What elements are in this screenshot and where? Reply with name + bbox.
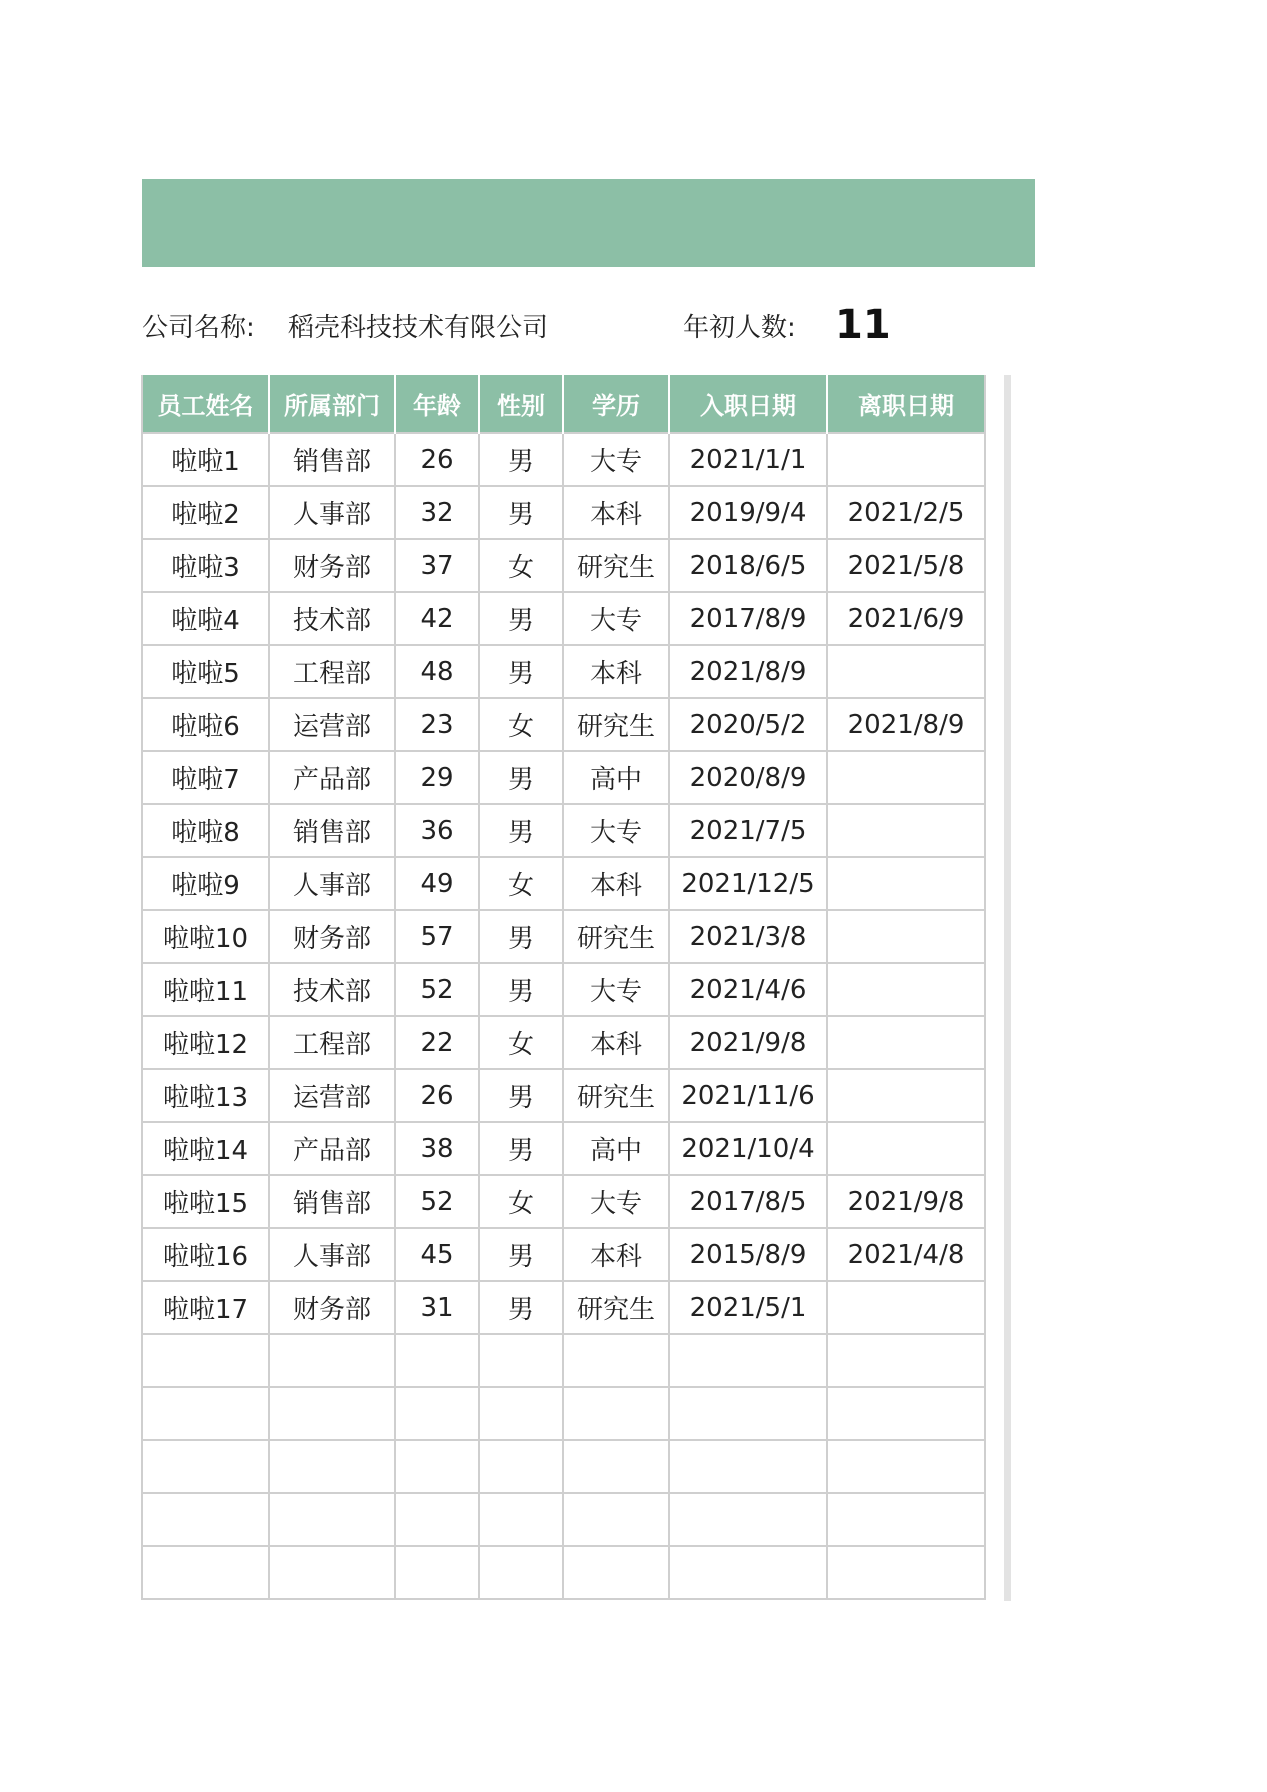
table-row	[142, 1493, 985, 1546]
cell-gender: 男	[479, 910, 563, 963]
cell-age	[395, 1387, 479, 1440]
cell-education: 大专	[563, 592, 669, 645]
cell-education: 本科	[563, 645, 669, 698]
cell-leave-date	[827, 1440, 985, 1493]
cell-leave-date	[827, 1387, 985, 1440]
cell-employee-name	[142, 1493, 269, 1546]
cell-hire-date: 2021/9/8	[669, 1016, 827, 1069]
cell-age: 36	[395, 804, 479, 857]
table-header-row	[142, 375, 985, 433]
cell-hire-date: 2021/5/1	[669, 1281, 827, 1334]
cell-education: 大专	[563, 433, 669, 486]
cell-employee-name: 啦啦9	[142, 857, 269, 910]
cell-leave-date	[827, 751, 985, 804]
cell-education: 研究生	[563, 698, 669, 751]
cell-department: 工程部	[269, 1016, 395, 1069]
cell-employee-name: 啦啦15	[142, 1175, 269, 1228]
cell-gender: 男	[479, 486, 563, 539]
cell-leave-date	[827, 1069, 985, 1122]
table-row	[142, 804, 985, 857]
cell-employee-name: 啦啦16	[142, 1228, 269, 1281]
cell-age: 29	[395, 751, 479, 804]
cell-leave-date: 2021/9/8	[827, 1175, 985, 1228]
header-hire-date: 入职日期	[669, 375, 827, 433]
cell-education: 大专	[563, 963, 669, 1016]
cell-age	[395, 1334, 479, 1387]
cell-hire-date	[669, 1334, 827, 1387]
cell-age	[395, 1440, 479, 1493]
table-row	[142, 963, 985, 1016]
cell-employee-name: 啦啦17	[142, 1281, 269, 1334]
table-row	[142, 910, 985, 963]
cell-age: 32	[395, 486, 479, 539]
cell-hire-date: 2021/12/5	[669, 857, 827, 910]
cell-gender: 男	[479, 751, 563, 804]
cell-leave-date	[827, 1546, 985, 1599]
cell-education: 研究生	[563, 910, 669, 963]
cell-leave-date	[827, 963, 985, 1016]
cell-hire-date: 2021/8/9	[669, 645, 827, 698]
cell-gender: 男	[479, 1281, 563, 1334]
cell-leave-date	[827, 1122, 985, 1175]
cell-employee-name: 啦啦13	[142, 1069, 269, 1122]
cell-leave-date	[827, 804, 985, 857]
cell-age: 26	[395, 433, 479, 486]
table-row	[142, 433, 985, 486]
cell-department	[269, 1546, 395, 1599]
cell-department: 销售部	[269, 1175, 395, 1228]
cell-hire-date: 2021/10/4	[669, 1122, 827, 1175]
cell-education: 本科	[563, 1228, 669, 1281]
cell-department: 财务部	[269, 910, 395, 963]
cell-hire-date	[669, 1440, 827, 1493]
table-row	[142, 1546, 985, 1599]
cell-gender: 男	[479, 592, 563, 645]
sheet-edge-shadow	[1004, 375, 1011, 1601]
cell-gender	[479, 1440, 563, 1493]
header-leave-date: 离职日期	[827, 375, 985, 433]
cell-education	[563, 1493, 669, 1546]
table-row	[142, 539, 985, 592]
cell-gender: 男	[479, 1069, 563, 1122]
cell-hire-date: 2021/11/6	[669, 1069, 827, 1122]
company-name-label: 公司名称:	[142, 312, 255, 343]
cell-age: 38	[395, 1122, 479, 1175]
cell-age: 52	[395, 963, 479, 1016]
cell-education: 高中	[563, 751, 669, 804]
cell-department: 工程部	[269, 645, 395, 698]
cell-age: 42	[395, 592, 479, 645]
cell-department	[269, 1440, 395, 1493]
table-row	[142, 1175, 985, 1228]
cell-education: 本科	[563, 1016, 669, 1069]
cell-gender: 女	[479, 1016, 563, 1069]
cell-hire-date: 2019/9/4	[669, 486, 827, 539]
cell-department: 财务部	[269, 1281, 395, 1334]
cell-hire-date: 2021/3/8	[669, 910, 827, 963]
cell-hire-date	[669, 1493, 827, 1546]
title-band	[142, 179, 1035, 267]
table-row	[142, 592, 985, 645]
cell-education	[563, 1546, 669, 1599]
table-row	[142, 1334, 985, 1387]
cell-age: 31	[395, 1281, 479, 1334]
cell-leave-date: 2021/6/9	[827, 592, 985, 645]
cell-education: 大专	[563, 804, 669, 857]
cell-hire-date: 2020/8/9	[669, 751, 827, 804]
cell-leave-date	[827, 433, 985, 486]
cell-department: 产品部	[269, 751, 395, 804]
cell-age: 52	[395, 1175, 479, 1228]
cell-age: 45	[395, 1228, 479, 1281]
header-education: 学历	[563, 375, 669, 433]
cell-leave-date	[827, 1334, 985, 1387]
cell-education: 研究生	[563, 539, 669, 592]
cell-gender: 男	[479, 1122, 563, 1175]
cell-gender: 男	[479, 645, 563, 698]
cell-education: 研究生	[563, 1069, 669, 1122]
cell-department: 人事部	[269, 1228, 395, 1281]
cell-gender: 女	[479, 857, 563, 910]
cell-age: 49	[395, 857, 479, 910]
table-row	[142, 1122, 985, 1175]
cell-hire-date: 2017/8/5	[669, 1175, 827, 1228]
staff-table	[141, 375, 986, 1600]
cell-hire-date: 2018/6/5	[669, 539, 827, 592]
cell-gender: 男	[479, 804, 563, 857]
header-gender: 性别	[479, 375, 563, 433]
cell-gender: 女	[479, 539, 563, 592]
cell-education	[563, 1334, 669, 1387]
cell-age: 23	[395, 698, 479, 751]
table-row	[142, 751, 985, 804]
cell-gender: 男	[479, 433, 563, 486]
cell-hire-date: 2020/5/2	[669, 698, 827, 751]
company-name-value: 稻壳科技技术有限公司	[288, 312, 549, 343]
cell-gender	[479, 1387, 563, 1440]
cell-employee-name: 啦啦11	[142, 963, 269, 1016]
cell-employee-name	[142, 1440, 269, 1493]
cell-hire-date: 2021/1/1	[669, 433, 827, 486]
header-employee-name: 员工姓名	[142, 375, 269, 433]
table-row	[142, 1281, 985, 1334]
cell-employee-name: 啦啦12	[142, 1016, 269, 1069]
cell-gender	[479, 1493, 563, 1546]
cell-department: 财务部	[269, 539, 395, 592]
table-row	[142, 1016, 985, 1069]
cell-department: 产品部	[269, 1122, 395, 1175]
initial-headcount-label: 年初人数:	[683, 312, 796, 343]
cell-gender: 男	[479, 963, 563, 1016]
cell-department: 销售部	[269, 433, 395, 486]
cell-leave-date	[827, 645, 985, 698]
cell-gender	[479, 1334, 563, 1387]
cell-age: 22	[395, 1016, 479, 1069]
cell-employee-name: 啦啦10	[142, 910, 269, 963]
table-row	[142, 1387, 985, 1440]
cell-leave-date	[827, 1281, 985, 1334]
initial-headcount-value: 11	[835, 302, 891, 348]
cell-age	[395, 1493, 479, 1546]
cell-employee-name: 啦啦3	[142, 539, 269, 592]
cell-leave-date: 2021/4/8	[827, 1228, 985, 1281]
cell-age	[395, 1546, 479, 1599]
cell-leave-date: 2021/5/8	[827, 539, 985, 592]
table-row	[142, 857, 985, 910]
table-body	[142, 433, 985, 1599]
cell-age: 57	[395, 910, 479, 963]
cell-department: 运营部	[269, 698, 395, 751]
cell-leave-date	[827, 1016, 985, 1069]
table-row	[142, 1228, 985, 1281]
cell-employee-name: 啦啦14	[142, 1122, 269, 1175]
cell-education: 大专	[563, 1175, 669, 1228]
cell-education: 研究生	[563, 1281, 669, 1334]
cell-employee-name	[142, 1546, 269, 1599]
cell-employee-name: 啦啦8	[142, 804, 269, 857]
cell-employee-name: 啦啦5	[142, 645, 269, 698]
cell-employee-name: 啦啦2	[142, 486, 269, 539]
cell-gender	[479, 1546, 563, 1599]
cell-hire-date: 2017/8/9	[669, 592, 827, 645]
cell-department	[269, 1493, 395, 1546]
cell-hire-date: 2021/4/6	[669, 963, 827, 1016]
table-row	[142, 1440, 985, 1493]
cell-department: 运营部	[269, 1069, 395, 1122]
cell-department: 技术部	[269, 963, 395, 1016]
cell-leave-date: 2021/2/5	[827, 486, 985, 539]
cell-employee-name: 啦啦7	[142, 751, 269, 804]
cell-education: 高中	[563, 1122, 669, 1175]
table-row	[142, 645, 985, 698]
cell-education	[563, 1387, 669, 1440]
cell-department: 人事部	[269, 486, 395, 539]
cell-gender: 男	[479, 1228, 563, 1281]
header-age: 年龄	[395, 375, 479, 433]
cell-department: 人事部	[269, 857, 395, 910]
cell-employee-name	[142, 1334, 269, 1387]
cell-age: 48	[395, 645, 479, 698]
staff-table-container	[141, 375, 986, 1600]
cell-department	[269, 1387, 395, 1440]
cell-age: 26	[395, 1069, 479, 1122]
cell-gender: 女	[479, 1175, 563, 1228]
table-row	[142, 486, 985, 539]
cell-hire-date	[669, 1546, 827, 1599]
cell-department: 销售部	[269, 804, 395, 857]
cell-leave-date	[827, 910, 985, 963]
cell-leave-date	[827, 1493, 985, 1546]
cell-gender: 女	[479, 698, 563, 751]
cell-department: 技术部	[269, 592, 395, 645]
cell-employee-name: 啦啦4	[142, 592, 269, 645]
cell-hire-date	[669, 1387, 827, 1440]
cell-leave-date	[827, 857, 985, 910]
cell-employee-name: 啦啦6	[142, 698, 269, 751]
cell-education: 本科	[563, 857, 669, 910]
cell-employee-name: 啦啦1	[142, 433, 269, 486]
cell-education	[563, 1440, 669, 1493]
cell-hire-date: 2021/7/5	[669, 804, 827, 857]
cell-age: 37	[395, 539, 479, 592]
table-row	[142, 1069, 985, 1122]
cell-employee-name	[142, 1387, 269, 1440]
cell-department	[269, 1334, 395, 1387]
cell-education: 本科	[563, 486, 669, 539]
header-department: 所属部门	[269, 375, 395, 433]
table-row	[142, 698, 985, 751]
cell-leave-date: 2021/8/9	[827, 698, 985, 751]
cell-hire-date: 2015/8/9	[669, 1228, 827, 1281]
